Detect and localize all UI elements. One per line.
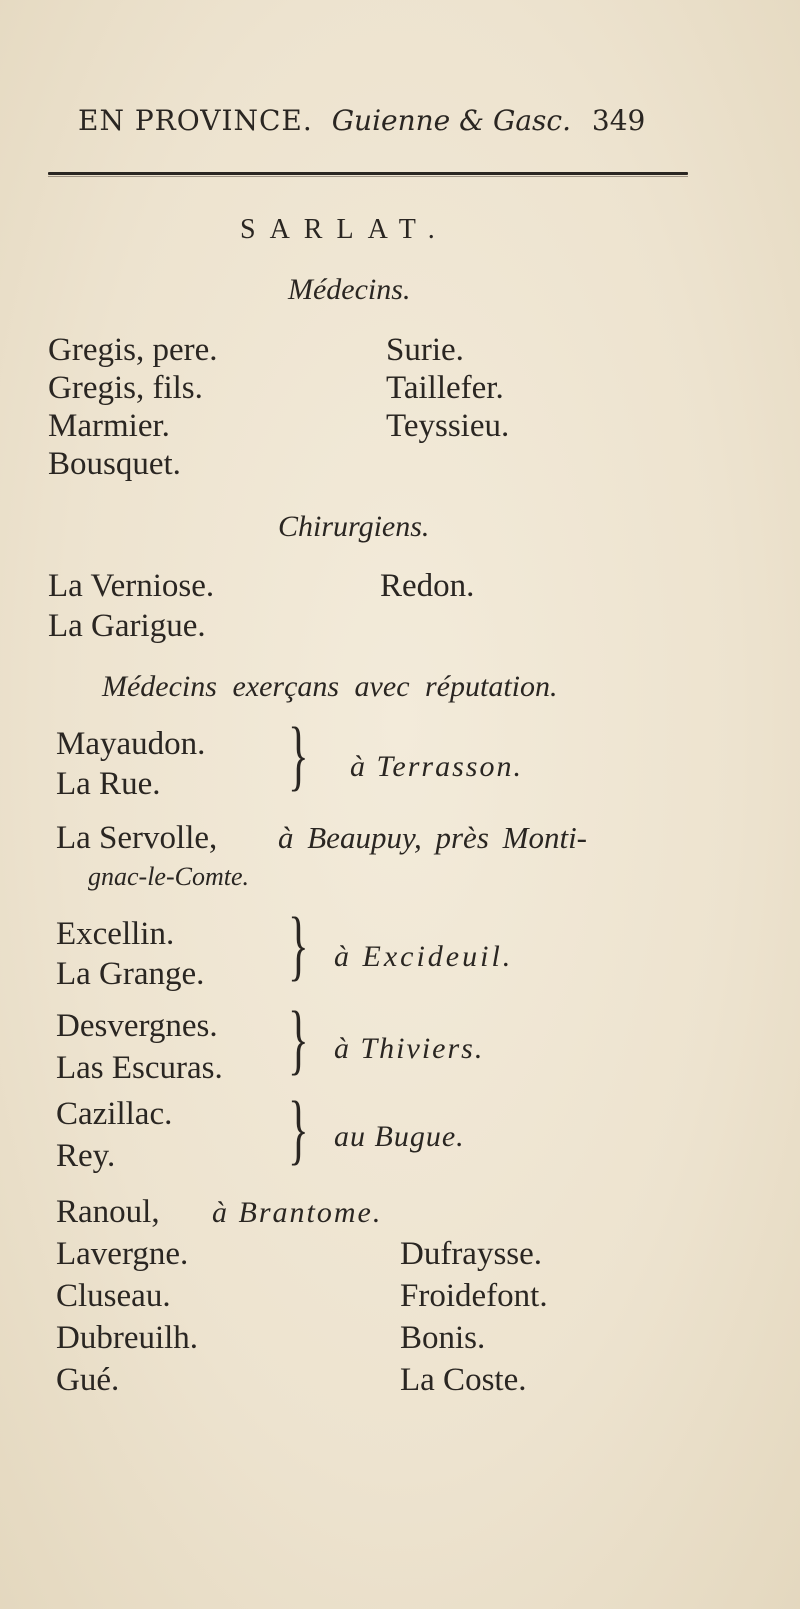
- rep-ranoul-place: à Brantome.: [212, 1196, 383, 1229]
- header-region: Guienne & Gasc.: [331, 104, 571, 137]
- final-left-4: Gué.: [56, 1362, 120, 1398]
- running-header: [78, 104, 645, 137]
- section-title: SARLAT.: [240, 214, 449, 245]
- rep-servolle-place: à Beaupuy, près Monti-: [278, 820, 588, 855]
- brace-group1: }: [288, 711, 309, 798]
- rep-g2-name-2: La Grange.: [56, 956, 205, 992]
- rep-g4-name-1: Cazillac.: [56, 1096, 173, 1132]
- chirurgien-left-1: La Verniose.: [48, 568, 215, 604]
- final-right-2: Froidefont.: [400, 1278, 548, 1314]
- header-province: EN PROVINCE.: [78, 104, 313, 137]
- final-right-3: Bonis.: [400, 1320, 486, 1356]
- rep-g3-name-1: Desvergnes.: [56, 1008, 218, 1044]
- medecin-left-1: Gregis, pere.: [48, 332, 218, 368]
- medecin-left-3: Marmier.: [48, 408, 170, 444]
- final-right-4: La Coste.: [400, 1362, 527, 1398]
- reputation-heading: Médecins exerçans avec réputation.: [102, 670, 558, 703]
- chirurgiens-heading: Chirurgiens.: [278, 510, 430, 543]
- rep-servolle-name: La Servolle,: [56, 820, 218, 856]
- rep-g4-name-2: Rey.: [56, 1138, 116, 1174]
- rep-g1-name-1: Mayaudon.: [56, 726, 206, 762]
- medecin-left-2: Gregis, fils.: [48, 370, 203, 406]
- brace-group2: }: [288, 901, 309, 988]
- rep-ranoul-name: Ranoul,: [56, 1194, 160, 1230]
- brace-group4: }: [288, 1085, 309, 1172]
- rep-g3-place: à Thiviers.: [334, 1032, 485, 1065]
- chirurgien-right-1: Redon.: [380, 568, 475, 604]
- rep-g2-place: à Excideuil.: [334, 940, 514, 973]
- medecin-right-3: Teyssieu.: [386, 408, 510, 444]
- medecins-heading: Médecins.: [288, 273, 411, 306]
- rep-g1-name-2: La Rue.: [56, 766, 161, 802]
- rep-servolle-line2: gnac-le-Comte.: [88, 862, 250, 891]
- final-left-3: Dubreuilh.: [56, 1320, 199, 1356]
- rep-g2-name-1: Excellin.: [56, 916, 175, 952]
- page-number: 349: [591, 104, 646, 137]
- medecin-left-4: Bousquet.: [48, 446, 181, 482]
- final-left-1: Lavergne.: [56, 1236, 189, 1272]
- final-left-2: Cluseau.: [56, 1278, 171, 1314]
- medecin-right-2: Taillefer.: [386, 370, 504, 406]
- final-right-1: Dufraysse.: [400, 1236, 543, 1272]
- header-rule: [48, 172, 688, 175]
- rep-g3-name-2: Las Escuras.: [56, 1050, 223, 1086]
- medecin-right-1: Surie.: [386, 332, 464, 368]
- chirurgien-left-2: La Garigue.: [48, 608, 206, 644]
- rep-g1-place: à Terrasson.: [350, 750, 523, 783]
- header-rule-thin: [48, 176, 688, 177]
- brace-group3: }: [288, 995, 309, 1082]
- rep-g4-place: au Bugue.: [334, 1120, 465, 1153]
